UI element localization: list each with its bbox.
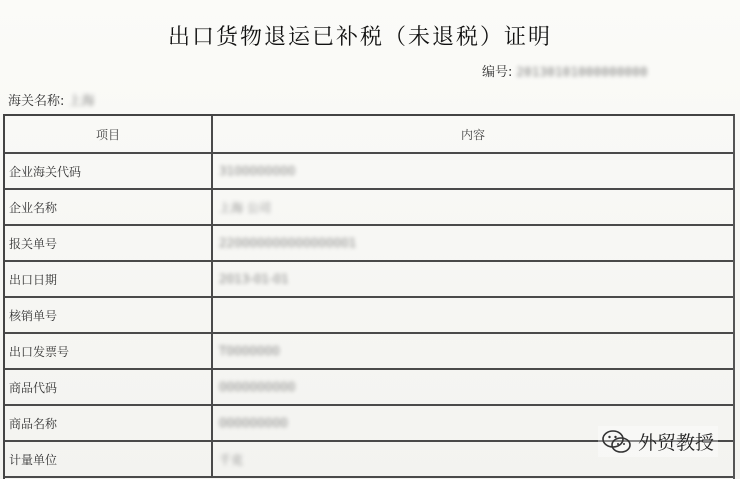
row-content: 千克	[212, 441, 733, 477]
table-row	[5, 297, 733, 333]
table-row	[5, 333, 733, 369]
row-content: T0000000	[212, 333, 733, 369]
row-item: 商品名称	[5, 405, 212, 441]
row-item: 企业海关代码	[5, 153, 212, 189]
row-item: 商品代码	[5, 369, 212, 405]
table-row	[5, 189, 733, 225]
watermark	[598, 426, 718, 457]
table-row	[5, 261, 733, 297]
row-item: 计量单位	[5, 441, 212, 477]
row-item: 出口发票号	[5, 333, 212, 369]
customs-name	[8, 90, 95, 109]
serial-label: 编号:	[482, 65, 513, 80]
document-title: 出口货物退运已补税（未退税）证明	[168, 25, 553, 50]
table-row	[5, 225, 733, 261]
serial-number	[482, 61, 648, 80]
table-header-row	[5, 116, 733, 153]
row-content: 0000000000	[212, 369, 733, 405]
customs-value: 上海	[68, 94, 95, 109]
serial-value: 20130101000000000	[516, 65, 648, 79]
data-table	[5, 116, 733, 478]
wechat-icon	[602, 429, 632, 455]
row-content: 3100000000	[212, 153, 733, 189]
row-content: 上海 公司	[212, 189, 733, 225]
watermark-text: 外贸教授	[637, 432, 714, 454]
row-content	[212, 297, 733, 333]
row-item: 企业名称	[5, 189, 212, 225]
customs-label: 海关名称:	[8, 94, 65, 109]
table-row	[5, 153, 733, 189]
item-column-header: 项目	[5, 116, 212, 153]
row-item: 报关单号	[5, 225, 212, 261]
row-content: 220000000000000001	[212, 225, 733, 261]
content-column-header: 内容	[212, 116, 733, 153]
row-content: 2013-01-01	[212, 261, 733, 297]
row-item: 核销单号	[5, 297, 212, 333]
table-row	[5, 369, 733, 405]
row-item: 出口日期	[5, 261, 212, 297]
row-content: 000000000	[212, 405, 733, 441]
certificate-table	[3, 114, 735, 479]
